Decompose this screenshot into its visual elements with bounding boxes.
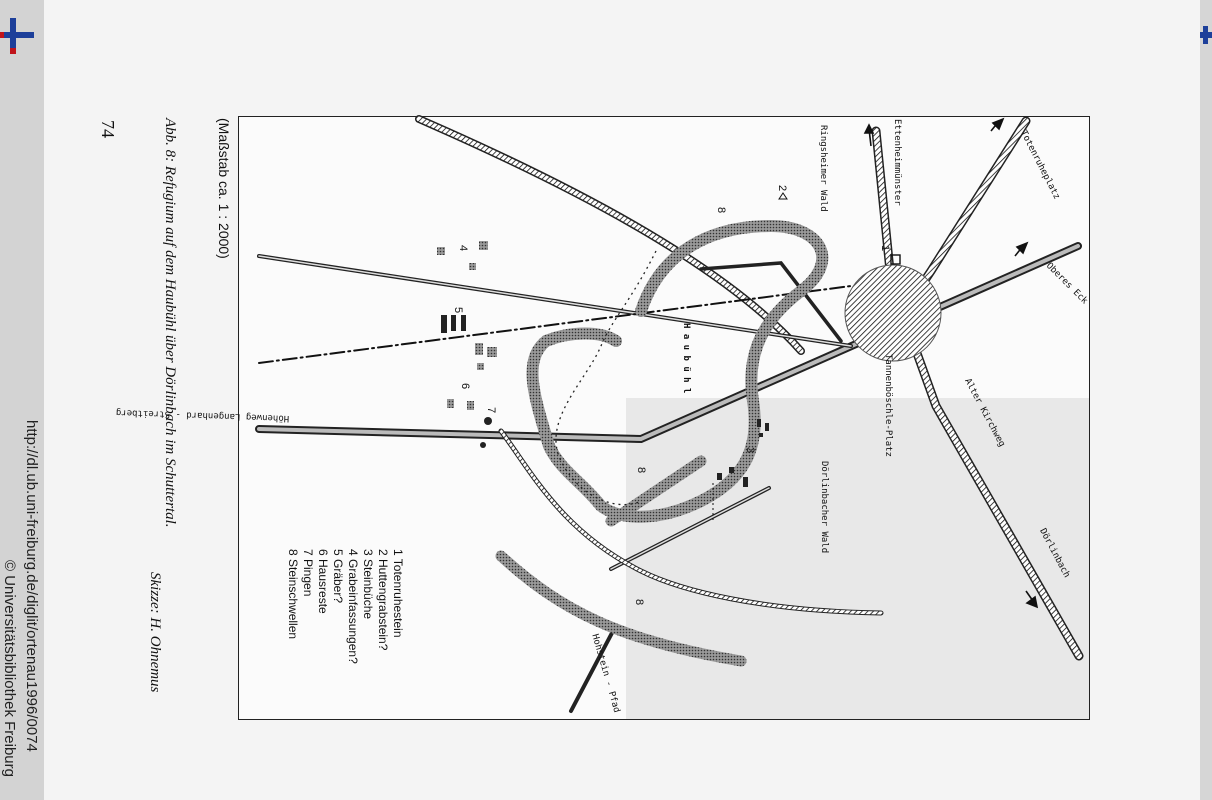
label-totenruheplatz: Totenruheplatz — [1018, 129, 1062, 202]
stone-thresholds — [501, 226, 822, 661]
url-footer: http://dl.ub.uni-freiburg.de/diglit/ortenau1996/0074 — [23, 420, 40, 752]
label-hoehenweg: Höhenweg Langenhard - Streitberg — [115, 406, 290, 423]
legend-item: 7 Pingen — [301, 549, 315, 597]
viewer-right-bar — [1200, 0, 1212, 800]
marker-1: 1 — [879, 245, 891, 252]
marker-3: 3 — [744, 447, 756, 454]
legend-item: 4 Grabeinfassungen? — [346, 549, 360, 664]
marker-8-north: 8 — [715, 207, 727, 214]
logo-icon — [1200, 18, 1212, 48]
tannenboeschle-platz-area — [845, 265, 941, 361]
label-haubuehl: H a u b ü h l — [681, 323, 691, 394]
marker-8-south: 8 — [633, 599, 645, 606]
marker-8-east: 8 — [635, 467, 647, 474]
figure-credit: Skizze: H. Ohnemus — [147, 572, 163, 693]
label-ettenheimmuenster: Ettenheimmünster — [892, 119, 902, 206]
page-number: 74 — [98, 120, 118, 138]
legend-item: 5 Gräber? — [331, 549, 345, 604]
label-doerlinbach: Dörlinbach — [1037, 527, 1072, 580]
label-tannenboeschle-platz: Tannenböschle-Platz — [883, 354, 893, 457]
legend-item: 8 Steinschwellen — [286, 549, 300, 640]
marker-2: 2 — [776, 185, 788, 192]
copyright-footer: © Universitätsbibliothek Freiburg — [1, 560, 18, 777]
legend-item: 2 Huttengrabstein? — [376, 549, 390, 651]
marker-7: 7 — [485, 407, 497, 414]
label-ringsheimer-wald: Ringsheimer Wald — [818, 125, 828, 212]
label-alter-kirchweg: Alter Kirchweg — [962, 377, 1007, 449]
logo-icon — [0, 18, 36, 68]
marker-5: 5 — [452, 307, 464, 314]
label-doerlinbacher-wald: Dörlinbacher Wald — [819, 461, 829, 554]
map-legend — [285, 549, 405, 664]
label-hohstein-pfad: Hohstein - Pfad — [589, 633, 622, 714]
legend-item: 3 Steinbüche — [361, 549, 375, 620]
marker-6: 6 — [459, 383, 471, 390]
legend-item: 6 Hausreste — [316, 549, 330, 614]
label-oberes-eck: Oberes Eck — [1043, 261, 1090, 307]
marker-4: 4 — [457, 245, 469, 252]
figure-caption: Abb. 8: Refugium auf dem Haubühl über Dörlinbach im Schuttertal. — [162, 118, 178, 528]
legend-item: 1 Totenruhestein — [391, 549, 405, 638]
scale-note: (Maßstab ca. 1 : 2000) — [216, 118, 232, 259]
